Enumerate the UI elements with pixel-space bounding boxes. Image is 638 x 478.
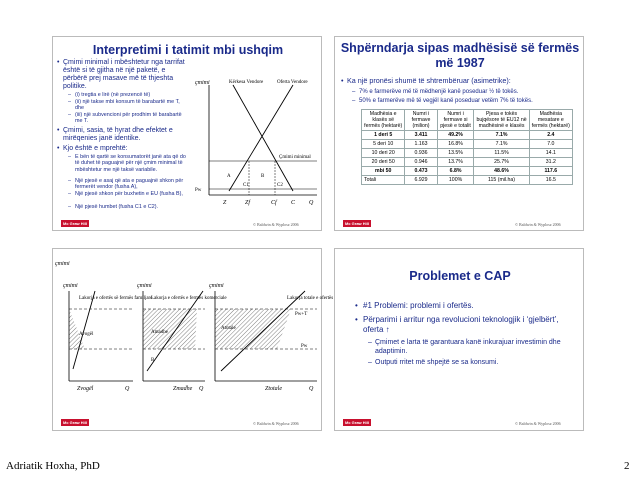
publisher-logo: Mc Graw Hill <box>345 420 370 425</box>
table-header-row <box>362 110 573 131</box>
table-header: Pjesa e tokës bujqësore të EU12 në madhësinë e klasës <box>474 110 529 131</box>
sub-bullet: – (i) tregtia e lirë (në prezencë të) <box>68 92 151 98</box>
sub-bullet: – (iii) një subvencioni për prodhim të barabartë me T. <box>68 112 182 125</box>
table-row <box>362 131 573 140</box>
p2-area-label: Amadhe <box>151 330 168 335</box>
table-cell: 13.7% <box>437 158 474 167</box>
table-header: Madhësia e klasës së fermës (hektarë) <box>362 110 405 131</box>
table-cell: 117.6 <box>529 167 572 176</box>
x-label-cf: Cf <box>271 200 277 206</box>
copyright: © Baldwin & Wyplosz 2006 <box>253 421 299 426</box>
table-cell: 16.8% <box>437 140 474 149</box>
table-cell: 16.5 <box>529 176 572 185</box>
p2-price-label: çmimi <box>137 283 152 289</box>
sub-bullet: – Çmimet e larta të garantuara kanë inkurajuar investimin dhe adaptimin. <box>368 339 561 355</box>
author-caption: Adriatik Hoxha, PhD <box>6 460 100 472</box>
world-price-label: Pw <box>195 188 202 193</box>
sub-bullet: – Një pjesë humbet (fusha C1 e C2). <box>68 204 158 210</box>
p3-pw-label: Pw <box>301 344 308 349</box>
area-c1-label: C1 <box>243 183 249 188</box>
area-a-label: A <box>227 174 231 179</box>
table-row <box>362 140 573 149</box>
min-price-label: Çmimi minimal <box>279 155 311 160</box>
bullet: • Ka një pronësi shumë të shtrembëruar (asimetrike): <box>341 76 511 85</box>
table-header: Madhësia mesatare e fermës (hektarë) <box>529 110 572 131</box>
table-cell: 6.8% <box>437 167 474 176</box>
x-label-zf: Zf <box>245 200 251 206</box>
area-b-label: B <box>261 174 265 179</box>
slide-supply-curves <box>52 248 334 431</box>
area-c2-label: C2 <box>277 183 283 188</box>
sub-bullet: – Një pjesë e asaj që ata e paguajnë shkon për fermerët vendor (fusha A), <box>68 178 184 191</box>
p1-price-axis-label: çmimi <box>55 261 70 267</box>
p2-x-label: Zmadhe <box>173 386 193 392</box>
table-cell: 100% <box>437 176 474 185</box>
p3-area-label: Atotale <box>221 326 236 331</box>
table-cell: 14.1 <box>529 149 572 158</box>
table-row <box>362 167 573 176</box>
table-cell: 49.2% <box>437 131 474 140</box>
table-cell: 25.7% <box>474 158 529 167</box>
sub-bullet: – 7% e farmerëve më të mëdhenjë kanë poseduar ½ të tokës. <box>352 89 519 95</box>
p1-area-label: Avogël <box>79 332 94 337</box>
page-number: 2 <box>624 460 630 472</box>
table-cell: 2.4 <box>529 131 572 140</box>
bullet: • Kjo është e mprehtë: <box>57 145 128 152</box>
p3-curve-label: Lakorja totale e ofertës <box>287 296 334 301</box>
sub-bullet: – Outputi rritet më shpejtë se sa konsumi. <box>368 359 499 366</box>
copyright: © Baldwin & Wyplosz 2006 <box>253 222 299 227</box>
table-cell: 1 deri 5 <box>362 131 405 140</box>
table-row <box>362 176 573 185</box>
p2-curve-label: Lakorja e ofertës e fermës komerciale <box>151 296 227 301</box>
table-cell: mbi 50 <box>362 167 405 176</box>
table-cell: 115 (mil.ha) <box>474 176 529 185</box>
table-row <box>362 158 573 167</box>
table-header: Numri i fermave si pjesë e totalit <box>437 110 474 131</box>
p1-curve-label: Lakorja e ofertës së fermës familjare <box>79 296 153 301</box>
table-cell: 7.1% <box>474 140 529 149</box>
slide-farm-distribution <box>334 36 584 231</box>
p1-q-label: Q <box>125 386 130 392</box>
table-cell: 10 deri 20 <box>362 149 405 158</box>
p2-b-label: B <box>151 358 155 363</box>
sub-bullet: – E bën të qartë se konsumatorët janë ata që do të duhet të paguajnë për një çmim minimal të mbështetur me një taksë variabile. <box>68 154 186 173</box>
copyright: © Baldwin & Wyplosz 2006 <box>515 421 561 426</box>
bullet: • #1 Problemi: problemi i ofertës. <box>355 301 474 310</box>
table-cell: 48.6% <box>474 167 529 176</box>
x-label-c: C <box>291 200 296 206</box>
supply-curves-graph <box>55 261 334 397</box>
table-cell: 31.2 <box>529 158 572 167</box>
table-cell: 11.5% <box>474 149 529 158</box>
table-row <box>362 149 573 158</box>
table-cell: Totali <box>362 176 405 185</box>
slide-title: Interpretimi i tatimit mbi ushqim <box>92 43 284 57</box>
bullet: • Përparimi i arritur nga revolucioni teknologjik i ‘gjelbërt’, oferta ↑ <box>355 315 559 334</box>
demand-label: Kërkesa Vendore <box>229 80 264 85</box>
sub-bullet: – (ii) një takse mbi konsum të barabartë me T, dhe <box>68 99 180 112</box>
publisher-logo: Mc Graw Hill <box>63 221 88 226</box>
p2-q-label: Q <box>199 386 204 392</box>
quantity-axis-label: Q <box>309 200 314 206</box>
min-price-graph <box>193 73 321 213</box>
table-cell: 5 deri 10 <box>362 140 405 149</box>
table-cell: 13.5% <box>437 149 474 158</box>
p3-pwt-label: Pw+T <box>295 312 308 317</box>
table-cell: 7.0 <box>529 140 572 149</box>
table-cell: 6.929 <box>405 176 437 185</box>
p1-price-label: çmimi <box>63 283 78 289</box>
table-cell: 20 deri 50 <box>362 158 405 167</box>
sub-bullet: – Një pjesë shkon për buxhetin e EU (fusha B), <box>68 191 183 197</box>
slide-title: Problemet e CAP <box>409 269 511 283</box>
table-cell: 0.946 <box>405 158 437 167</box>
table-header: Numri i fermave (milion) <box>405 110 437 131</box>
p1-x-label: Zvogël <box>77 386 94 392</box>
farm-size-table <box>361 109 573 185</box>
x-label-z: Z <box>223 200 227 206</box>
p2-area-amadhe <box>143 309 197 349</box>
p3-q-label: Q <box>309 386 314 392</box>
slide-title: Shpërndarja sipas madhësisë së fermës më 1987 <box>340 41 580 70</box>
table-cell: 7.1% <box>474 131 529 140</box>
slide-cap-problems <box>334 248 584 431</box>
publisher-logo: Mc Graw Hill <box>63 420 88 425</box>
p3-price-label: çmimi <box>209 283 224 289</box>
price-axis-label: çmimi <box>195 80 210 86</box>
p3-x-label: Ztotale <box>265 386 283 392</box>
table-cell: 0.936 <box>405 149 437 158</box>
copyright: © Baldwin & Wyplosz 2006 <box>515 222 561 227</box>
table-cell: 1.163 <box>405 140 437 149</box>
p1-area-avogel <box>69 309 85 349</box>
bullet: • Çmimi, sasia, të hyrat dhe efektet e mirëqenies janë identike. <box>57 127 173 142</box>
table-cell: 3.411 <box>405 131 437 140</box>
sub-bullet: – 50% e farmerëve më të vegjël kanë poseduar vetëm 7% të tokës. <box>352 98 533 104</box>
table-cell: 0.473 <box>405 167 437 176</box>
publisher-logo: Mc Graw Hill <box>345 221 370 226</box>
supply-label: Oferta Vendore <box>277 80 308 85</box>
bullet: • Çmimi minimal i mbështetur nga tarrifat është si të gjitha në një paketë, e përbërë prej masave më të thjeshta politike. <box>57 59 185 90</box>
slide-food-tax <box>52 36 322 231</box>
